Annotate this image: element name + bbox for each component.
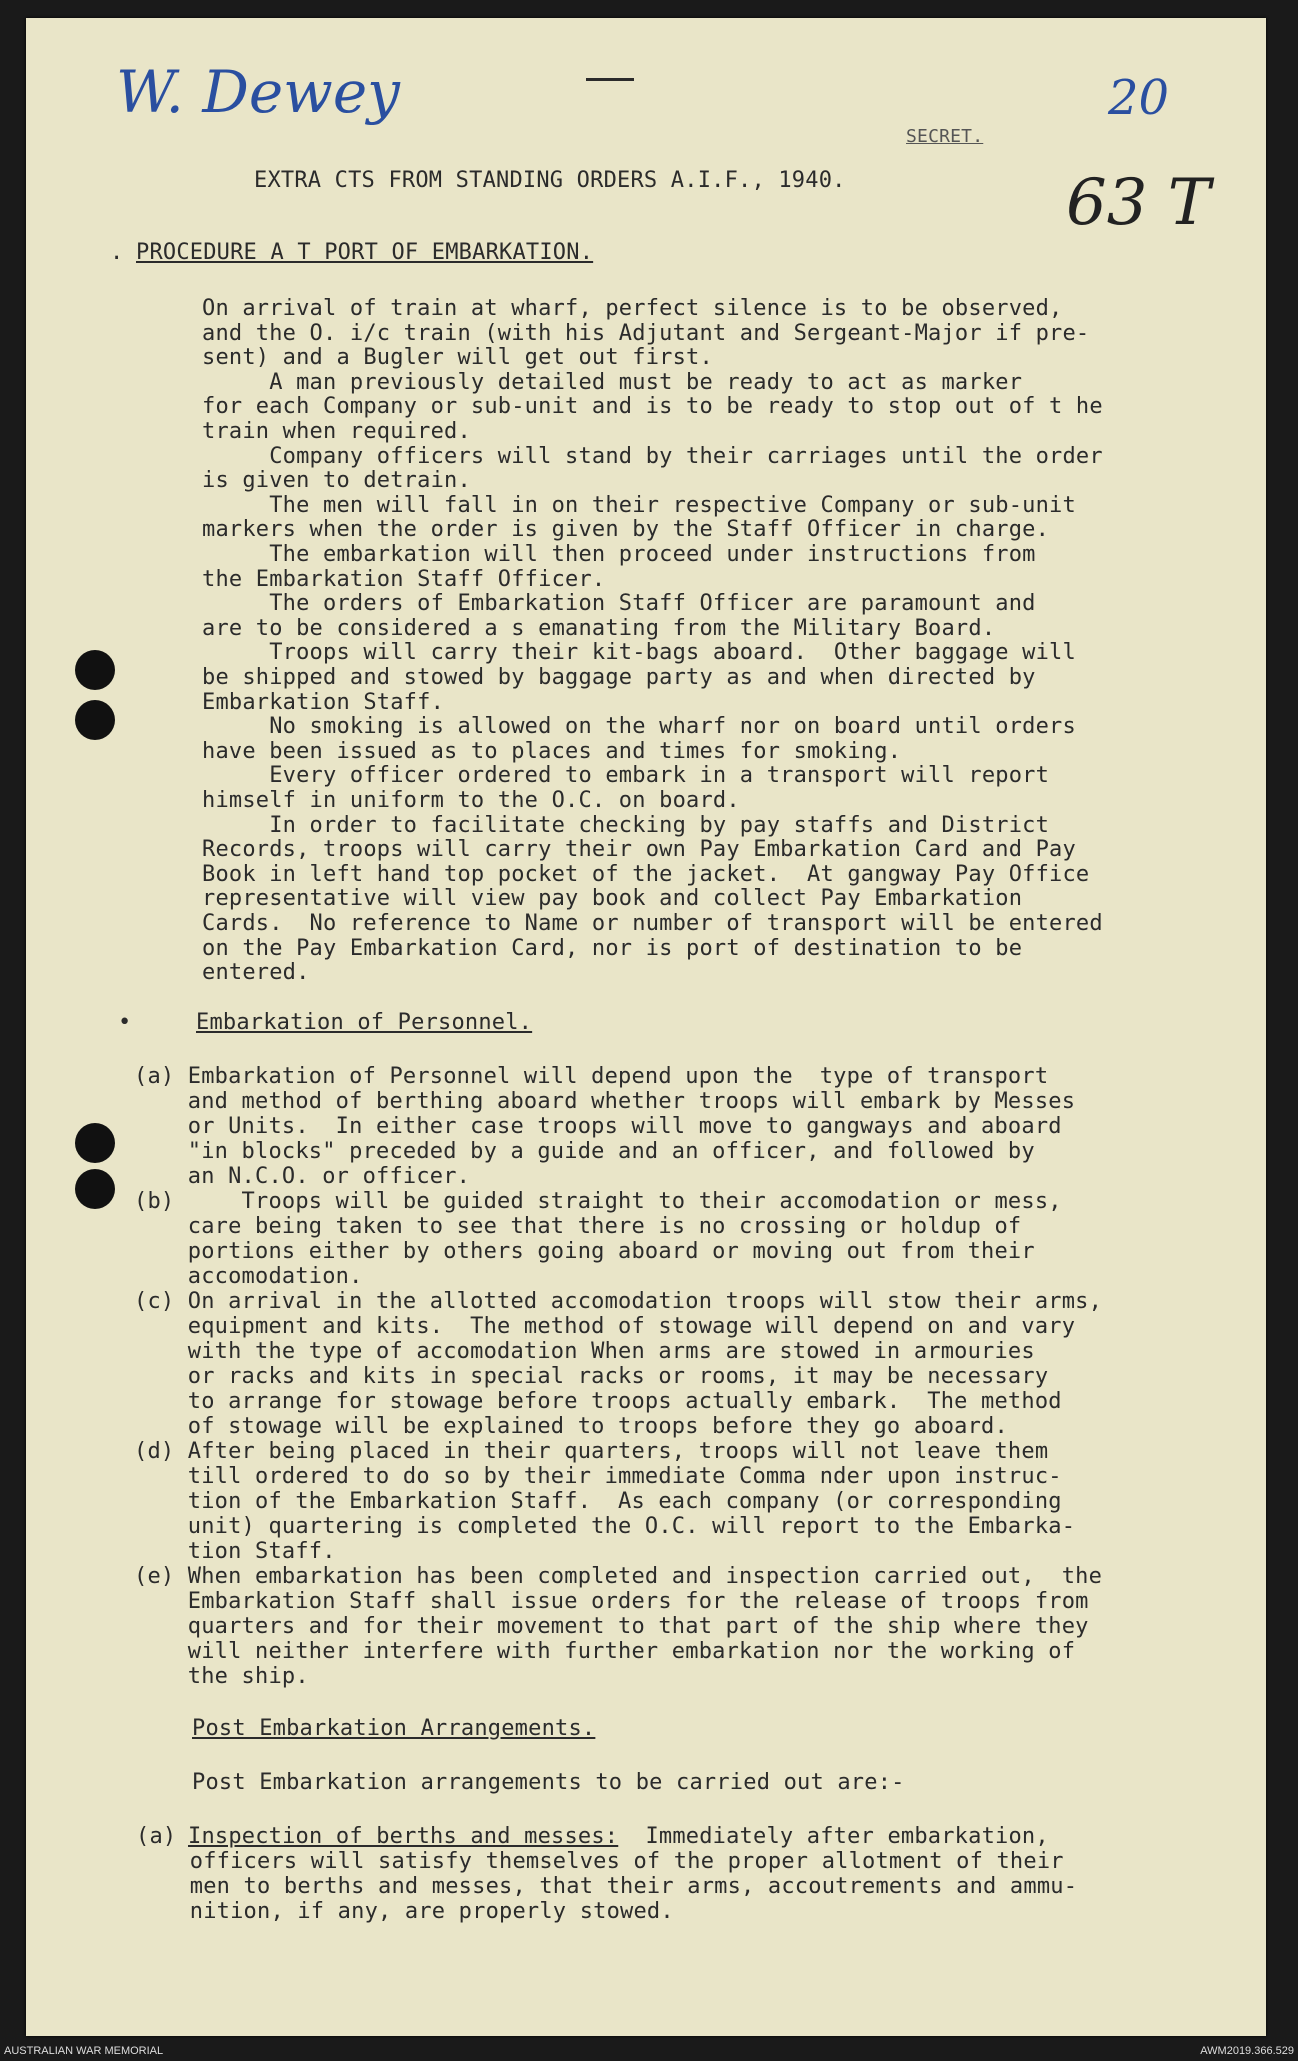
text-line: the Embarkation Staff Officer. bbox=[202, 566, 606, 592]
text-line: Immediately after embarkation, bbox=[632, 1824, 1049, 1849]
document-page bbox=[26, 18, 1266, 2036]
text-line: (b) Troops will be guided straight to their accomodation or mess, bbox=[134, 1189, 1062, 1214]
text-line: In order to facilitate checking by pay staffs and District bbox=[202, 812, 1050, 838]
binder-hole bbox=[75, 700, 115, 740]
handwritten-page-number: 20 bbox=[1108, 70, 1170, 126]
text-line: train when required. bbox=[202, 419, 471, 444]
section3-item-label: (a) bbox=[136, 1824, 177, 1849]
text-line: are to be considered a s emanating from the Military Board. bbox=[202, 615, 996, 641]
document-title: EXTRA CTS FROM STANDING ORDERS A.I.F., 1940. bbox=[254, 168, 846, 193]
text-line: (e) When embarkation has been completed and inspection carried out, the bbox=[134, 1564, 1103, 1589]
section3-heading: Post Embarkation Arrangements. bbox=[192, 1716, 596, 1741]
text-line: On arrival of train at wharf, perfect silence is to be observed, bbox=[202, 296, 1063, 321]
text-line: of stowage will be explained to troops before they go aboard. bbox=[134, 1414, 1008, 1439]
bullet-mark: • bbox=[118, 1010, 132, 1035]
section1-heading: PROCEDURE A T PORT OF EMBARKATION. bbox=[136, 240, 594, 265]
text-line: for each Company or sub-unit and is to be ready to stop out of t he bbox=[202, 394, 1103, 420]
text-line: will neither interfere with further embarkation nor the working of bbox=[134, 1639, 1076, 1664]
text-line: representative will view pay book and collect Pay Embarkation bbox=[202, 886, 1023, 912]
text-line: quarters and for their movement to that part of the ship where they bbox=[134, 1614, 1089, 1639]
text-line: (d) After being placed in their quarters, troops will not leave them bbox=[134, 1439, 1049, 1464]
text-line: and the O. i/c train (with his Adjutant and Sergeant-Major if pre- bbox=[202, 320, 1090, 346]
text-line: No smoking is allowed on the wharf nor on board until orders bbox=[202, 714, 1076, 740]
text-line: Every officer ordered to embark in a transport will report bbox=[202, 763, 1050, 789]
text-line: equipment and kits. The method of stowage will depend on and vary bbox=[134, 1314, 1076, 1339]
text-line: (c) On arrival in the allotted accomodation troops will stow their arms, bbox=[134, 1289, 1103, 1314]
handwritten-reference: 63 T bbox=[1066, 166, 1211, 240]
text-line: sent) and a Bugler will get out first. bbox=[202, 345, 713, 371]
text-line: (a) Embarkation of Personnel will depend upon the type of transport bbox=[134, 1064, 1049, 1089]
handwritten-name: W. Dewey bbox=[116, 58, 400, 126]
text-line: The men will fall in on their respective Company or sub-unit bbox=[202, 492, 1076, 518]
secret-label: SECRET. bbox=[906, 126, 984, 147]
text-line: have been issued as to places and times for smoking. bbox=[202, 738, 902, 764]
text-line: Company officers will stand by their carriages until the order bbox=[202, 443, 1103, 469]
text-line: The orders of Embarkation Staff Officer are paramount and bbox=[202, 591, 1036, 617]
text-line: or racks and kits in special racks or rooms, it may be necessary bbox=[134, 1364, 1049, 1389]
section3-item-title: Inspection of berths and messes: bbox=[188, 1824, 619, 1849]
text-line: unit) quartering is completed the O.C. will report to the Embarka- bbox=[134, 1514, 1076, 1539]
text-line: men to berths and messes, that their arms, accoutrements and ammu- bbox=[136, 1874, 1078, 1899]
text-line: himself in uniform to the O.C. on board. bbox=[202, 788, 740, 813]
footer-institution: AUSTRALIAN WAR MEMORIAL bbox=[4, 2045, 164, 2057]
binder-hole bbox=[75, 1169, 115, 1209]
text-line: Cards. No reference to Name or number of transport will be entered bbox=[202, 911, 1103, 936]
text-line: A man previously detailed must be ready to act as marker bbox=[202, 369, 1023, 395]
text-line: to arrange for stowage before troops actually embark. The method bbox=[134, 1389, 1062, 1414]
text-line: Book in left hand top pocket of the jacket. At gangway Pay Office bbox=[202, 861, 1090, 887]
text-line: is given to detrain. bbox=[202, 468, 471, 494]
text-line: Embarkation Staff shall issue orders for the release of troops from bbox=[134, 1589, 1089, 1614]
binder-hole bbox=[75, 650, 115, 690]
text-line: entered. bbox=[202, 960, 310, 986]
footer-accession: AWM2019.366.529 bbox=[1200, 2045, 1294, 2057]
text-line: portions either by others going aboard or moving out from their bbox=[134, 1239, 1035, 1264]
text-line: with the type of accomodation When arms are stowed in armouries bbox=[134, 1339, 1035, 1364]
section3-intro: Post Embarkation arrangements to be carried out are:- bbox=[192, 1770, 905, 1795]
text-line: "in blocks" preceded by a guide and an officer, and followed by bbox=[134, 1139, 1035, 1164]
text-line: or Units. In either case troops will move to gangways and aboard bbox=[134, 1114, 1062, 1139]
section2-heading: Embarkation of Personnel. bbox=[196, 1010, 533, 1035]
text-line: nition, if any, are properly stowed. bbox=[136, 1899, 674, 1924]
text-line: and method of berthing aboard whether troops will embark by Messes bbox=[134, 1089, 1076, 1114]
text-line: on the Pay Embarkation Card, nor is port of destination to be bbox=[202, 935, 1023, 961]
text-line: the ship. bbox=[134, 1664, 309, 1689]
text-line: tion Staff. bbox=[134, 1539, 336, 1564]
text-line: be shipped and stowed by baggage party as and when directed by bbox=[202, 665, 1036, 690]
binder-hole bbox=[75, 1123, 115, 1163]
text-line: markers when the order is given by the Staff Officer in charge. bbox=[202, 517, 1050, 543]
text-line: till ordered to do so by their immediate Comma nder upon instruc- bbox=[134, 1464, 1062, 1489]
text-line: accomodation. bbox=[134, 1264, 363, 1289]
text-line: tion of the Embarkation Staff. As each company (or corresponding bbox=[134, 1489, 1062, 1514]
text-line: care being taken to see that there is no crossing or holdup of bbox=[134, 1214, 1022, 1239]
text-line: officers will satisfy themselves of the proper allotment of their bbox=[136, 1849, 1064, 1874]
bullet-mark: . bbox=[110, 240, 124, 265]
top-dash-mark bbox=[586, 78, 634, 81]
text-line: The embarkation will then proceed under instructions from bbox=[202, 542, 1036, 567]
text-line: Troops will carry their kit-bags aboard. Other baggage will bbox=[202, 640, 1076, 666]
text-line: Embarkation Staff. bbox=[202, 689, 445, 715]
text-line: an N.C.O. or officer. bbox=[134, 1164, 471, 1189]
text-line: Records, troops will carry their own Pay Embarkation Card and Pay bbox=[202, 837, 1076, 863]
